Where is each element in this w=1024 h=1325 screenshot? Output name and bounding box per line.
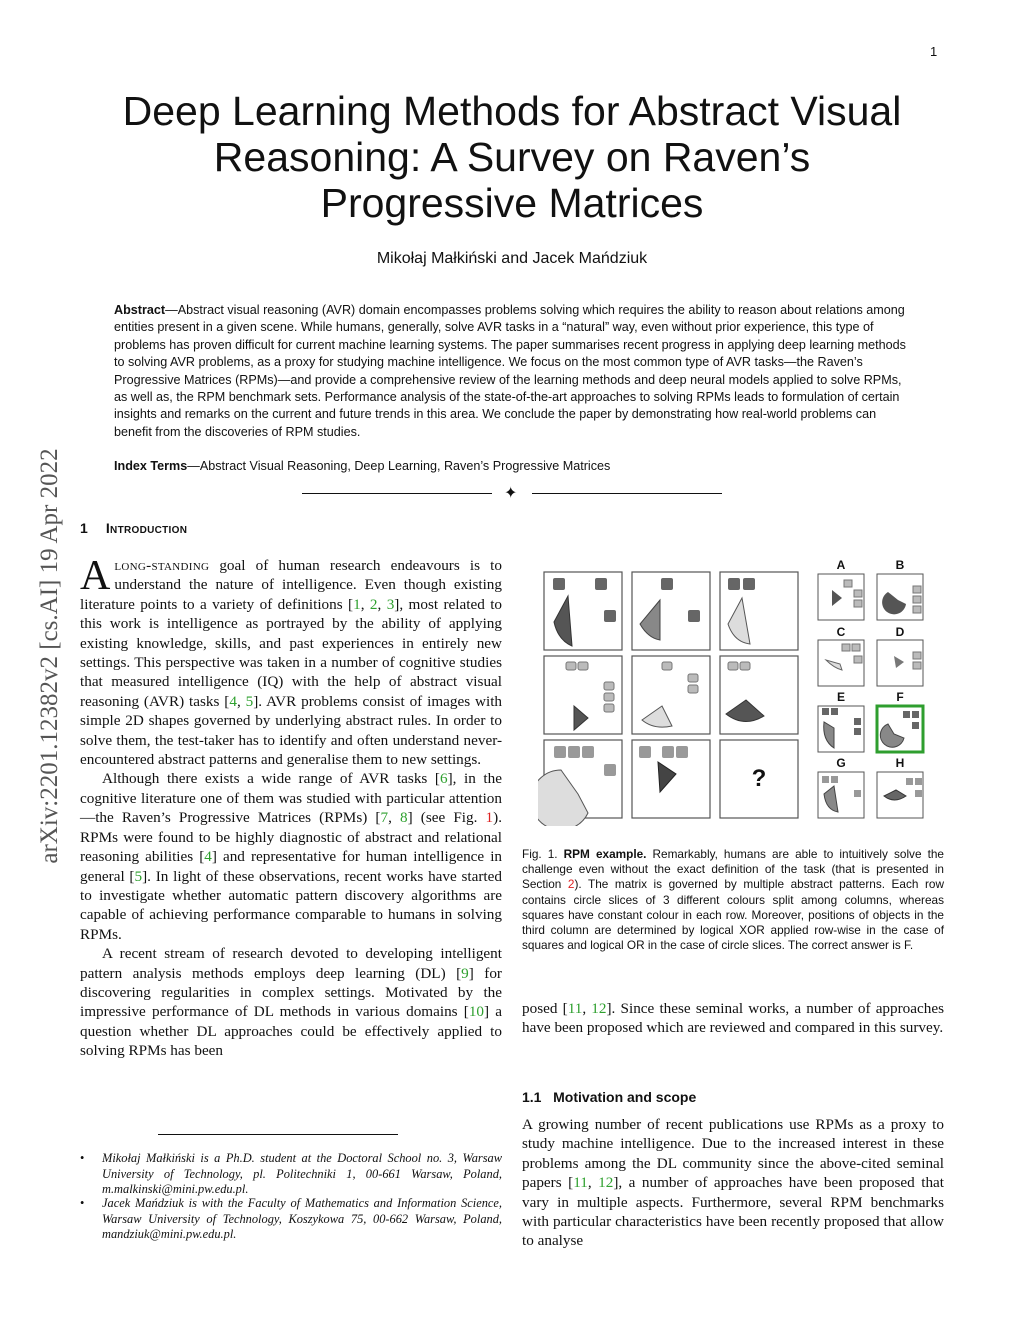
citation-link[interactable]: 12: [591, 1000, 607, 1017]
right-column-body: [522, 1115, 944, 1251]
citation-link[interactable]: 4: [204, 848, 212, 866]
citation-link[interactable]: 8: [400, 809, 408, 827]
citation-link[interactable]: 6: [439, 770, 448, 788]
index-terms: [114, 459, 912, 473]
intro-paragraph-2: Although there exists a wide range of AVR tasks [6], in the cognitive literature one of them was studied with particular attention—the Raven’s Progressive Matrices (RPMs) [7, 8] (see Fig. 1). RPMs were found to be highly diagnostic of abstract and relational reasoning abilities [4] and representative for human intelligence in general [5]. In light of these observations, recent works have started to investigate whether automatic pattern discovery algorithms are capable of achieving performance comparable to humans in solving RPMs.: [80, 770, 503, 943]
missing-panel-question-mark: ?: [751, 765, 767, 792]
matrix-panel-7: [538, 740, 622, 826]
answer-panel-f-correct[interactable]: [877, 706, 923, 752]
citation-link[interactable]: 12: [598, 1174, 614, 1192]
citation-link[interactable]: 10: [468, 1003, 485, 1021]
section-title: Introduction: [105, 520, 188, 536]
section-heading-introduction: [80, 520, 187, 536]
index-terms-text: —Abstract Visual Reasoning, Deep Learning, Raven’s Progressive Matrices: [187, 459, 611, 473]
subsection-heading: 1.1 Motivation and scope: [522, 1089, 697, 1105]
matrix-panel-5: [632, 656, 710, 734]
footnote-1: • Mikołaj Małkiński is a Ph.D. student at the Doctoral School no. 3, Warsaw University of Technology, pl. Politechniki 1, 00-661 Warsaw, Poland, m.malkinski@mini.pw.edu.pl.: [80, 1151, 502, 1197]
section-divider: [302, 486, 722, 502]
answer-label-h: H: [895, 756, 905, 770]
rpm-matrix-svg: [538, 556, 930, 826]
abstract-text: —Abstract visual reasoning (AVR) domain encompasses problems solving which requires the ability to reason about relations among entities present in a given scene. While humans, generally, solve AVR tasks in a “natural” way, even without prior experience, this type of problems has proven difficult for current machine learning systems. The paper summarises recent progress in applying deep learning methods to solving AVR problems, as a proxy for studying machine intelligence. We focus on the most common type of AVR tasks—the Raven’s Progressive Matrices (RPMs)—and provide a comprehensive review of the learning methods and deep neural models applied to solve RPMs, as well as, the RPM benchmark sets. Performance analysis of the state-of-the-art approaches to solving RPMs leads to formulation of certain insights and remarks on the current and future trends in this area. We conclude the paper by demonstrating how real-world problems can benefit from the discoveries of RPM studies.: [114, 303, 906, 439]
citation-link[interactable]: 4: [229, 692, 237, 710]
right-paragraph-1: posed [11, 12]. Since these seminal works, a number of approaches have been proposed which are reviewed and compared in this survey.: [522, 1000, 944, 1037]
figure-caption: Fig. 1. RPM example. Remarkably, humans are able to intuitively solve the challenge even without the exact definition of the task (that is presented in Section 2). The matrix is governed by multiple abstract patterns. Each row contains circle slices of 3 different colours split among columns, whereas squares have constant colour in each row. Moreover, positions of objects in the third column are determined by logical XOR applied row-wise in the case of squares and logical OR in the case of circle slices. The correct answer is F.: [522, 847, 944, 953]
answer-panel-g[interactable]: [818, 772, 864, 818]
citation-link[interactable]: 2: [369, 595, 378, 613]
matrix-panel-6: [720, 656, 798, 734]
citation-link[interactable]: 9: [461, 964, 469, 982]
answer-panel-a[interactable]: [818, 574, 864, 620]
matrix-panel-4: [544, 656, 622, 734]
abstract-label: Abstract: [114, 303, 166, 317]
citation-link[interactable]: 5: [134, 867, 143, 885]
citation-link[interactable]: 5: [245, 692, 254, 710]
drop-cap: A: [80, 553, 111, 599]
answer-label-a: A: [836, 558, 846, 572]
answer-label-c: C: [836, 625, 846, 639]
matrix-panel-1: [544, 572, 622, 650]
answer-panel-b[interactable]: [877, 574, 923, 620]
index-terms-label: Index Terms: [114, 459, 188, 473]
answer-label-f: F: [896, 690, 904, 704]
answer-label-d: D: [895, 625, 905, 639]
rpm-figure: [538, 556, 930, 826]
citation-link[interactable]: 1: [353, 595, 361, 613]
motivation-paragraph: A growing number of recent publications use RPMs as a proxy to study machine intelligence. Due to the increased interest in these problems among the DL community since the above-cited seminal papers [11, 12], a number of approaches have been proposed that vary in multiple aspects. Furthermore, several RPM benchmarks with particular characteristics have been recently proposed that allow to analyse: [522, 1116, 944, 1250]
matrix-panel-8: [632, 740, 710, 818]
citation-link[interactable]: 3: [386, 595, 395, 613]
answer-panel-c[interactable]: [818, 640, 864, 686]
page-number: 1: [930, 44, 938, 59]
matrix-panel-9: [720, 740, 798, 818]
citation-link[interactable]: 11: [573, 1174, 588, 1192]
footnote-2: • Jacek Mańdziuk is with the Faculty of Mathematics and Information Science, Warsaw University of Technology, Koszykowa 75, 00-662 Warsaw, Poland, mandziuk@mini.pw.edu.pl.: [80, 1196, 502, 1242]
section-ref-link[interactable]: 2: [567, 877, 575, 892]
figure-ref-link[interactable]: 1: [485, 809, 494, 827]
intro-paragraph-3: A recent stream of research devoted to developing intelligent pattern analysis methods employs deep learning (DL) [9] for discovering regularities in complex settings. Motivated by the impressive performance of DL methods in various domains [10] a question whether DL approaches could be effectively applied to solving RPMs has been: [80, 945, 502, 1060]
abstract: [114, 302, 912, 441]
section-number: 1: [80, 520, 89, 536]
arxiv-id: arXiv:2201.12382v2 [cs.AI] 19 Apr 2022: [36, 448, 63, 864]
divider-star-icon: ✦: [504, 485, 518, 502]
left-column: [80, 553, 503, 1061]
answer-panel-e[interactable]: [818, 706, 864, 752]
matrix-panel-3: [720, 572, 798, 650]
arxiv-stamp: [30, 372, 70, 940]
citation-link[interactable]: 11: [567, 1000, 583, 1017]
right-column-top: [522, 999, 944, 1038]
matrix-panel-2: [632, 572, 710, 650]
answer-panel-h[interactable]: [877, 772, 923, 818]
answer-label-g: G: [836, 756, 846, 770]
intro-paragraph-1: Along-standing goal of human research endeavours is to understand the nature of intelligence. Even though existing literature points to a variety of definitions [1, 2, 3], most related to this work is intelligence as portrayed by the ability of applying existing knowledge, skills, and past experiences in entirely new settings. This perspective was taken in a number of cognitive studies that measured intelligence (IQ) with the help of abstract visual reasoning (AVR) tasks [4, 5]. AVR problems consist of images with simple 2D shapes governed by underlying abstract rules. In order to solve them, the test-taker has to identify and often understand never-encountered abstract patterns and generalise them to new settings.: [80, 553, 503, 769]
citation-link[interactable]: 7: [380, 809, 389, 827]
answer-label-e: E: [836, 690, 846, 704]
answer-panel-d[interactable]: [877, 640, 923, 686]
paper-title: Deep Learning Methods for Abstract Visual Reasoning: A Survey on Raven’s Progressive Matrices: [122, 88, 902, 226]
footnote-rule: [158, 1134, 398, 1135]
answer-label-b: B: [895, 558, 905, 572]
paper-authors: Mikołaj Małkiński and Jacek Mańdziuk: [376, 250, 648, 267]
